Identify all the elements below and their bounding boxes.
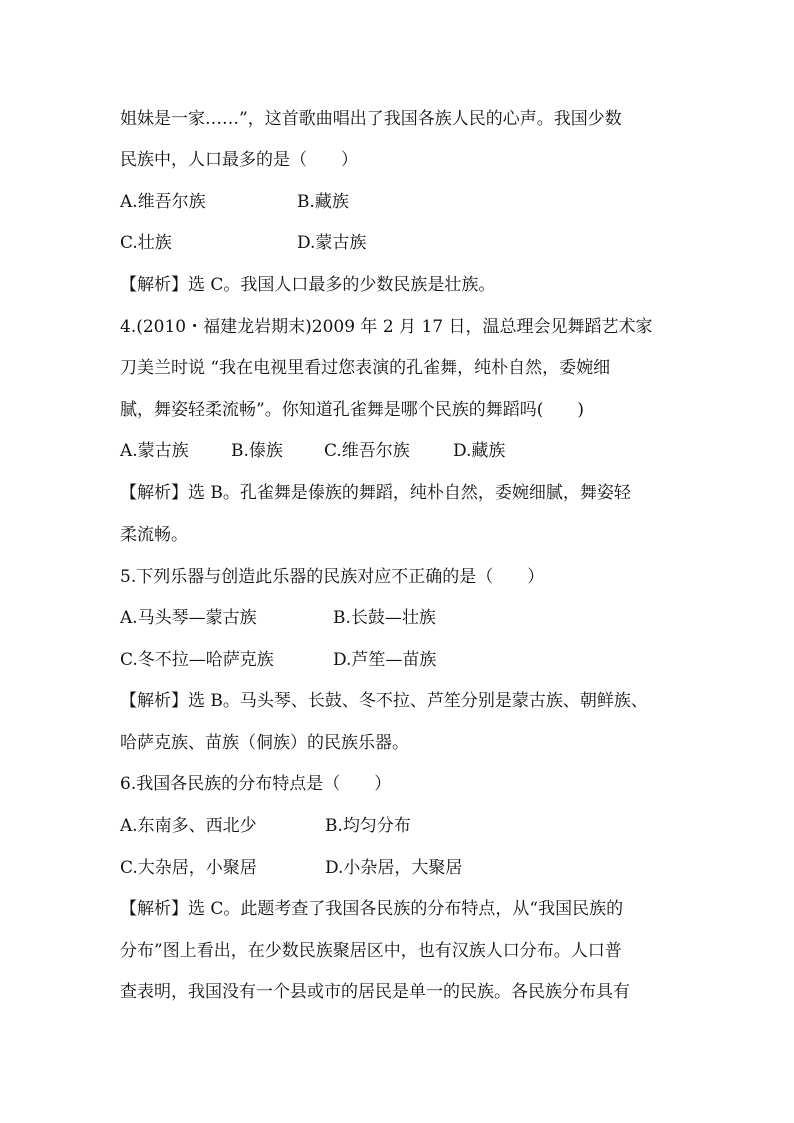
answer-6-explanation-line-1: 【解析】选 C。此题考查了我国各民族的分布特点，从“我国民族的 — [120, 899, 624, 919]
option-q6-d: D.小杂居，大聚居 — [325, 858, 463, 878]
option-q3-c: C.壮族 — [120, 233, 172, 253]
question-3-text-line-2: 民族中，人口最多的是（ ） — [120, 150, 358, 170]
option-q5-d: D.芦笙—苗族 — [333, 650, 437, 670]
answer-6-explanation-line-3: 查表明，我国没有一个县或市的居民是单一的民族。各民族分布具有 — [120, 982, 630, 1002]
question-4-text-line-3: 腻，舞姿轻柔流畅”。你知道孔雀舞是哪个民族的舞蹈吗( ) — [120, 400, 584, 420]
option-q5-c: C.冬不拉—哈萨克族 — [120, 650, 274, 670]
option-q6-a: A.东南多、西北少 — [120, 816, 257, 836]
question-4-text-line-1: 4.(2010・福建龙岩期末)2009 年 2 月 17 日，温总理会见舞蹈艺术家 — [120, 317, 653, 337]
option-q6-c: C.大杂居，小聚居 — [120, 858, 257, 878]
answer-4-explanation-line-2: 柔流畅。 — [120, 525, 188, 545]
answer-6-explanation-line-2: 分布”图上看出，在少数民族聚居区中，也有汉族人口分布。人口普 — [120, 941, 622, 961]
option-q5-a: A.马头琴—蒙古族 — [120, 608, 257, 628]
option-q4-a: A.蒙古族 — [120, 441, 189, 461]
answer-3-explanation: 【解析】选 C。我国人口最多的少数民族是壮族。 — [120, 275, 496, 295]
answer-4-explanation-line-1: 【解析】选 B。孔雀舞是傣族的舞蹈，纯朴自然，委婉细腻，舞姿轻 — [120, 483, 631, 503]
question-3-text-line-1: 姐妹是一家……”，这首歌曲唱出了我国各族人民的心声。我国少数 — [120, 109, 622, 129]
option-q4-c: C.维吾尔族 — [324, 441, 410, 461]
answer-5-explanation-line-2: 哈萨克族、苗族（侗族）的民族乐器。 — [120, 733, 409, 753]
option-q4-b: B.傣族 — [231, 441, 283, 461]
question-4-text-line-2: 刀美兰时说 “我在电视里看过您表演的孔雀舞，纯朴自然，委婉细 — [120, 358, 611, 378]
option-q5-b: B.长鼓—壮族 — [333, 608, 436, 628]
question-6-text: 6.我国各民族的分布特点是（ ） — [120, 774, 392, 794]
answer-5-explanation-line-1: 【解析】选 B。马头琴、长鼓、冬不拉、芦笙分别是蒙古族、朝鲜族、 — [120, 691, 648, 711]
option-q3-a: A.维吾尔族 — [120, 192, 206, 212]
question-5-text: 5.下列乐器与创造此乐器的民族对应不正确的是（ ） — [120, 567, 545, 587]
option-q6-b: B.均匀分布 — [325, 816, 411, 836]
option-q3-d: D.蒙古族 — [297, 233, 367, 253]
option-q3-b: B.藏族 — [297, 192, 349, 212]
option-q4-d: D.藏族 — [453, 441, 506, 461]
